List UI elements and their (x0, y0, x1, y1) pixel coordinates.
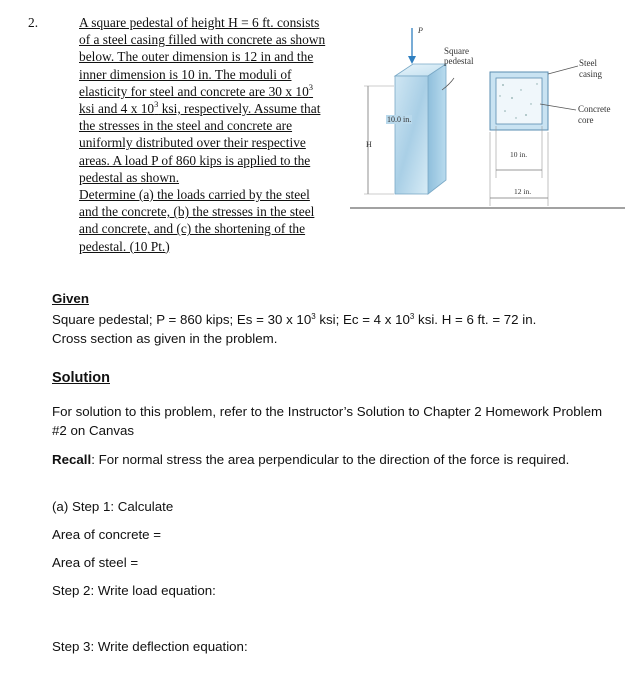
label-line: casing (579, 69, 602, 79)
problem-line: inner dimension is 10 in. The moduli of (79, 66, 292, 82)
problem-line (79, 83, 350, 100)
problem-line: the stresses in the steel and concrete are (79, 118, 293, 134)
given-text: ksi; Ec = 4 x 10 (315, 312, 410, 327)
step3-label: Step 3: Write deflection equation: (52, 639, 248, 654)
label-line: Steel (579, 58, 597, 68)
problem-line: A square pedestal of height H = 6 ft. consists (79, 15, 320, 30)
exponent: 3 (154, 99, 159, 110)
problem-number: 2. (28, 15, 39, 30)
problem-line: pedestal. (10 Pt.) (79, 238, 170, 254)
problem-line-text: elasticity for steel and concrete are 30 x 10 (79, 83, 309, 99)
step2-label: Step 2: Write load equation: (52, 583, 216, 598)
label-line: Square (444, 46, 469, 56)
recall-line (52, 452, 569, 467)
square-pedestal-label (444, 46, 474, 66)
outer-dimension-label: 12 in. (514, 187, 532, 196)
problem-line: pedestal as shown. (79, 169, 180, 185)
inner-dimension-label: 10 in. (510, 150, 528, 159)
problem-line-text: ksi and 4 x 10 (79, 101, 155, 117)
area-steel-label: Area of steel = (52, 555, 139, 570)
solution-heading: Solution (52, 370, 110, 386)
steel-casing-label (579, 58, 602, 80)
given-line (52, 312, 536, 327)
exponent: 3 (308, 81, 314, 92)
label-line: core (578, 115, 594, 125)
problem-line: and the concrete, (b) the stresses in the steel (79, 204, 315, 220)
solution-paragraph: For solution to this problem, refer to the Instructor’s Solution to Chapter 2 Homework Problem (52, 404, 603, 419)
problem-line-text: ksi, respectively. Assume that (158, 101, 321, 117)
problem-statement (28, 14, 350, 255)
exponent: 3 (409, 312, 415, 321)
load-label: P (418, 26, 423, 35)
solution-paragraph: #2 on Canvas (52, 423, 135, 438)
problem-line: areas. A load P of 860 kips is applied to the (79, 152, 311, 168)
problem-line: below. The outer dimension is 12 in and the (79, 49, 314, 65)
label-line: pedestal (444, 56, 474, 66)
pedestal-side-face (428, 64, 446, 194)
given-text: Square pedestal; P = 860 kips; Es = 30 x 10 (52, 312, 312, 327)
problem-line: Determine (a) the loads carried by the steel (79, 187, 310, 203)
pedestal-figure (350, 18, 625, 218)
step-a-label: (a) Step 1: Calculate (52, 499, 174, 514)
given-line: Cross section as given in the problem. (52, 331, 278, 346)
label-line: Concrete (578, 104, 611, 114)
load-arrow-head (408, 56, 416, 64)
steel-leader-line (548, 66, 578, 74)
given-text: ksi. H = 6 ft. = 72 in. (414, 312, 537, 327)
recall-label: Recall (52, 452, 92, 467)
area-concrete-label: Area of concrete = (52, 527, 162, 542)
problem-line: uniformly distributed over their respective (79, 135, 306, 151)
pedestal-front-face (395, 76, 428, 194)
exponent: 3 (311, 312, 316, 321)
problem-line: and concrete, and (c) the shortening of the (79, 221, 306, 237)
given-heading: Given (52, 291, 89, 306)
problem-line: of a steel casing filled with concrete as shown (79, 32, 326, 48)
width-label: 10.0 in. (387, 115, 412, 124)
problem-text (79, 14, 350, 255)
problem-line (79, 100, 350, 117)
height-label: H (366, 140, 372, 149)
recall-text: : For normal stress the area perpendicular to the direction of the force is required. (91, 452, 570, 467)
concrete-core-label (578, 104, 610, 126)
